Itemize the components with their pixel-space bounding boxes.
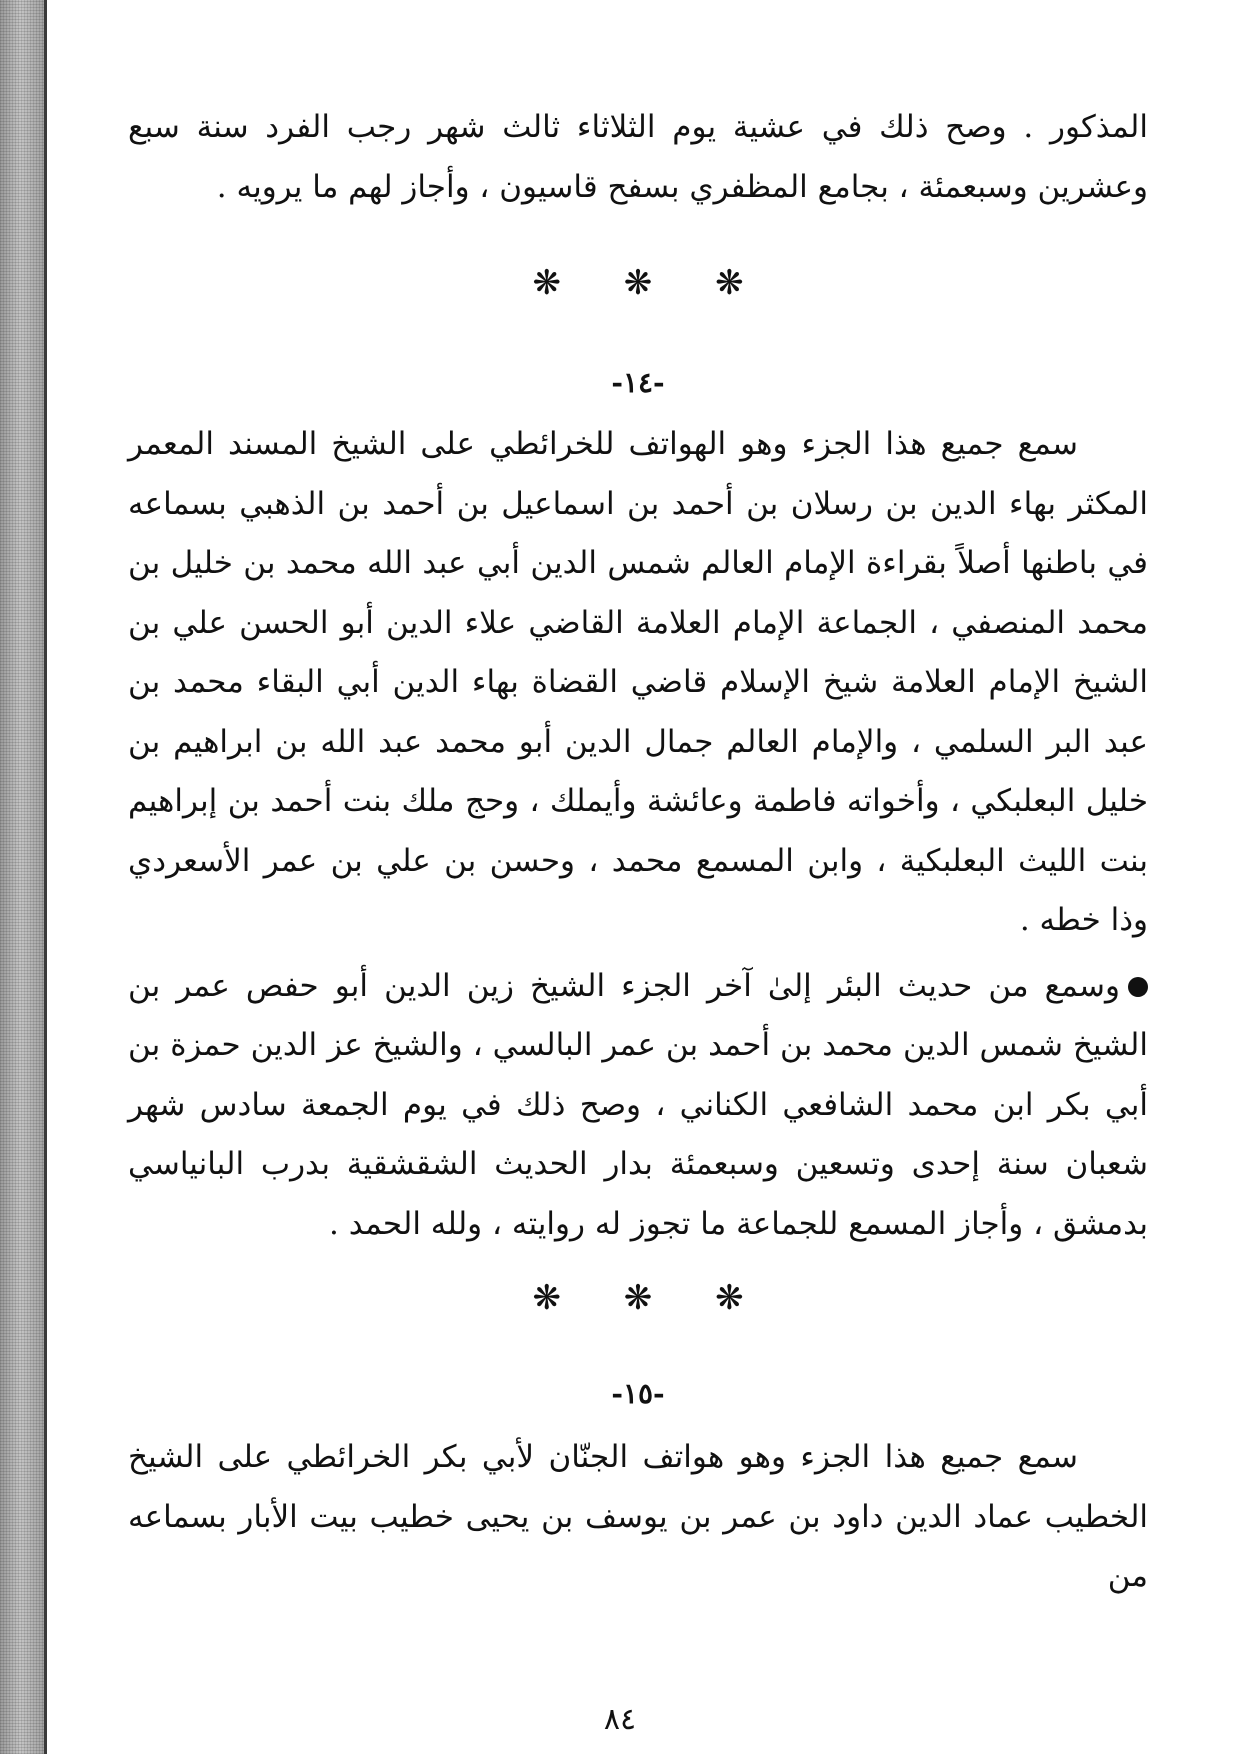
continued-paragraph: المذكور . وصح ذلك في عشية يوم الثلاثاء ثالث شهر رجب الفرد سنة سبع وعشرين وسبعمئة ، بجامع المظفري بسفح قاسيون ، وأجاز لهم ما يرويه .	[128, 109, 1148, 205]
asterism-icon: ❋	[715, 263, 744, 303]
spacer	[128, 217, 1148, 263]
book-spine-edge	[44, 0, 47, 1754]
page-number: ٨٤	[603, 1702, 637, 1737]
section-15-paragraph-1: سمع جميع هذا الجزء وهو هواتف الجنّان لأبي بكر الخرائطي على الشيخ الخطيب عماد الدين داود بن عمر بن يوسف بن يحيى خطيب بيت الأبار بسماعه من	[128, 1439, 1148, 1594]
section-14-paragraph-2-text: وسمع من حديث البئر إلىٰ آخر الجزء الشيخ زين الدين أبو حفص عمر بن الشيخ شمس الدين محمد بن أحمد بن عمر البالسي ، والشيخ عز الدين حمزة بن أبي بكر ابن محمد الشافعي الكناني ، وصح ذلك في يوم الجمعة سادس شهر شعبان سنة إحدى وتسعين وسبعمئة بدار الحديث الشقشقية بدرب البانياسي بدمشق ، وأجاز المسمع للجماعة ما تجوز له روايته ، ولله الحمد .	[128, 967, 1148, 1242]
bullet-dot-icon	[1128, 977, 1148, 997]
section-number-15: -١٥-	[611, 1377, 665, 1410]
asterism-icon: ❋	[623, 1278, 653, 1318]
asterism-icon: ❋	[532, 263, 561, 303]
book-spine-shadow	[0, 0, 46, 1754]
spacer	[128, 1414, 1148, 1428]
asterism-icon: ❋	[623, 263, 653, 303]
spacer	[128, 1318, 1148, 1374]
spacer	[128, 403, 1148, 415]
section-14-paragraph-2	[128, 957, 1148, 1255]
section-number-14: -١٤-	[611, 366, 665, 399]
asterism-icon: ❋	[532, 1278, 561, 1318]
section-separator-1	[128, 263, 1148, 303]
spacer	[128, 1254, 1148, 1278]
section-separator-2	[128, 1278, 1148, 1318]
spacer	[128, 303, 1148, 363]
section-14-paragraph-1: سمع جميع هذا الجزء وهو الهواتف للخرائطي على الشيخ المسند المعمر المكثر بهاء الدين بن رسلان بن أحمد بن اسماعيل بن أحمد بن الذهبي بسماعه في باطنها أصلاً بقراءة الإمام العالم شمس الدين أبي عبد الله محمد بن خليل بن محمد المنصفي ، الجماعة الإمام العلامة القاضي علاء الدين أبو الحسن علي بن الشيخ الإمام العلامة شيخ الإسلام قاضي القضاة بهاء الدين أبي البقاء محمد بن عبد البر السلمي ، والإمام العالم جمال الدين أبو محمد عبد الله بن ابراهيم بن خليل البعلبكي ، وأخواته فاطمة وعائشة وأيملك ، وحج ملك بنت أحمد بن إبراهيم بنت الليث البعلبكية ، وابن المسمع محمد ، وحسن بن علي بن عمر الأسعردي وذا خطه .	[128, 426, 1148, 938]
asterism-icon: ❋	[715, 1278, 744, 1318]
page-content	[128, 98, 1148, 1607]
